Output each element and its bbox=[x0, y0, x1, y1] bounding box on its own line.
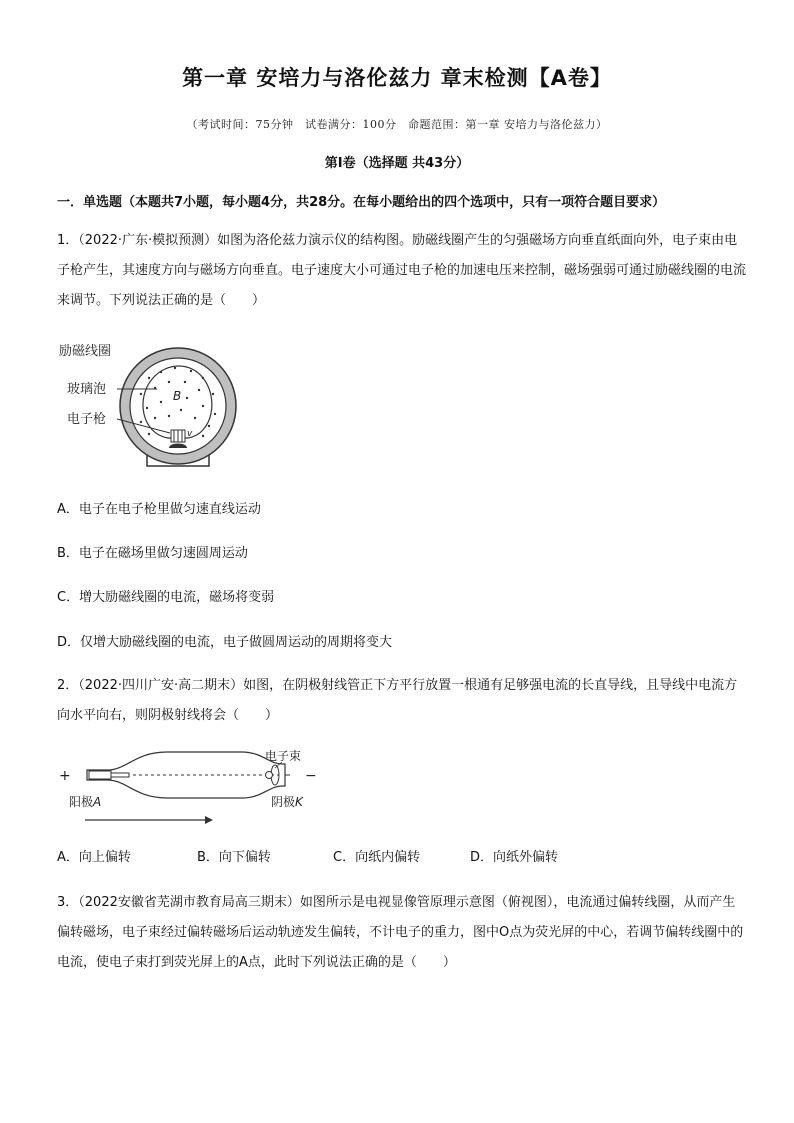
lorentz-apparatus-figure bbox=[57, 338, 247, 470]
beam-label: 电子束 bbox=[265, 749, 302, 763]
minus-sign: − bbox=[305, 768, 317, 784]
q1-option-a[interactable]: A．电子在电子枪里做匀速直线运动 bbox=[57, 502, 261, 517]
anode bbox=[89, 771, 111, 779]
plus-sign: + bbox=[59, 768, 71, 784]
q2-option-b[interactable]: B．向下偏转 bbox=[197, 850, 271, 865]
coil-label: 励磁线圈 bbox=[59, 344, 112, 359]
bulb-label: 玻璃泡 bbox=[67, 382, 107, 397]
question-3-text: 3．（2022安徽省芜湖市教育局高三期末）如图所示是电视显像管原理示意图（俯视图），电流通过偏转线圈，从而产生偏转磁场，电子束经过偏转磁场后运动轨迹发生偏转，不计电子的重力，图中O点为荧光屏的中心，若调节偏转线圈中的电流，使电子束打到荧光屏上的A点，此时下列说法正确的是（ ） bbox=[57, 895, 744, 970]
q1-option-b[interactable]: B．电子在磁场里做匀速圆周运动 bbox=[57, 546, 248, 561]
question-2-text: 2．（2022·四川广安·高二期末）如图，在阴极射线管正下方平行放置一根通有足够强电流的长直导线，且导线中电流方向水平向右，则阴极射线将会（ ） bbox=[57, 678, 738, 723]
exam-info: （考试时间：75分钟 试卷满分：100分 命题范围：第一章 安培力与洛伦兹力） bbox=[186, 118, 608, 131]
gun-label: 电子枪 bbox=[67, 412, 107, 427]
page-title: 第一章 安培力与洛伦兹力 章末检测【A卷】 bbox=[182, 66, 612, 90]
current-arrow-icon bbox=[205, 816, 213, 824]
field-label: B bbox=[173, 389, 182, 403]
section-heading: 一．单选题（本题共7小题，每小题4分，共28分。在每小题给出的四个选项中，只有一项符合题目要求） bbox=[57, 195, 666, 210]
cathode-label: 阴极K bbox=[271, 795, 303, 809]
question-1-text: 1．（2022·广东·模拟预测）如图为洛伦兹力演示仪的结构图。励磁线圈产生的匀强磁场方向垂直纸面向外，电子束由电子枪产生，其速度方向与磁场方向垂直。电子速度大小可通过电子枪的加速电压来控制，磁场强弱可通过励磁线圈的电流来调节。下列说法正确的是（ ） bbox=[57, 233, 747, 308]
q1-option-c[interactable]: C．增大励磁线圈的电流，磁场将变弱 bbox=[57, 590, 275, 605]
part-heading: 第Ⅰ卷（选择题 共43分） bbox=[324, 156, 470, 171]
q2-option-c[interactable]: C．向纸内偏转 bbox=[333, 850, 421, 865]
q2-option-d[interactable]: D．向纸外偏转 bbox=[470, 850, 559, 865]
q1-option-d[interactable]: D．仅增大励磁线圈的电流，电子做圆周运动的周期将变大 bbox=[57, 635, 393, 650]
q2-option-a[interactable]: A．向上偏转 bbox=[57, 850, 131, 865]
cathode-ray-tube-figure bbox=[57, 742, 327, 828]
velocity-label: v bbox=[187, 429, 193, 439]
anode-label: 阳极A bbox=[69, 795, 102, 809]
